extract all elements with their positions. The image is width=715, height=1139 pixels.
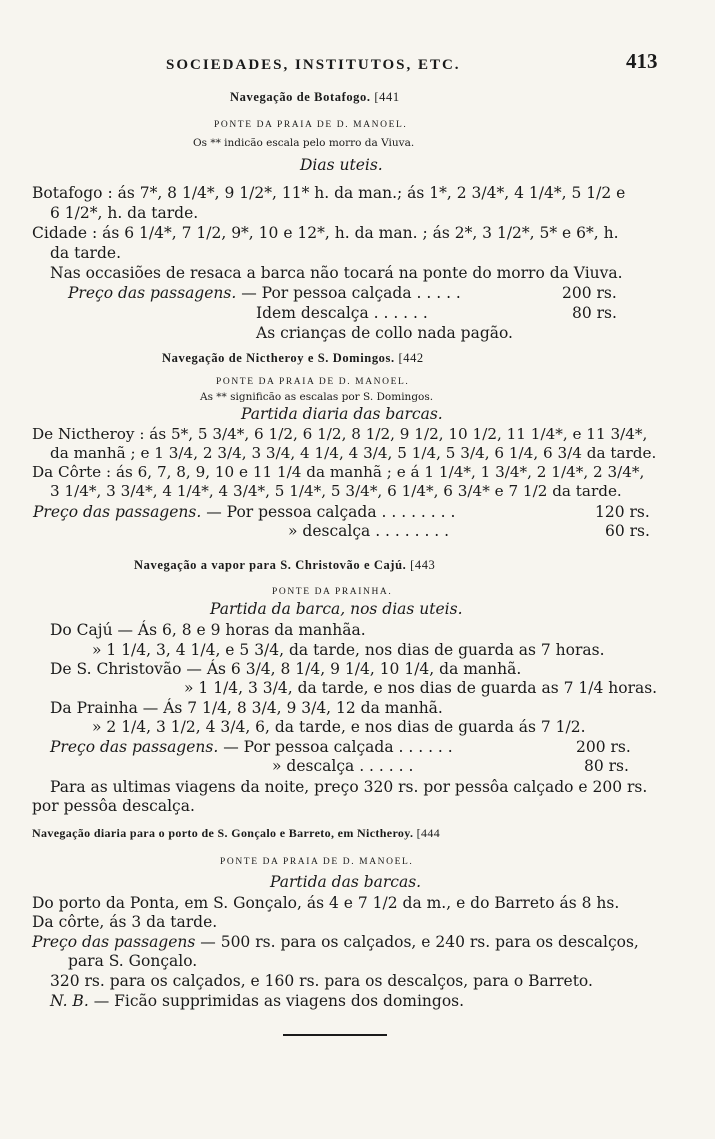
price-line: » descalça . . . . . . (272, 757, 414, 775)
schedule-line: Do porto da Ponta, em S. Gonçalo, ás 4 e 7 1/2 da m., e do Barreto ás 8 hs. (32, 894, 620, 912)
section-heading-goncalo: Navegação diaria para o porto de S. Gonçalo e Barreto, em Nictheroy. [444 (32, 826, 441, 840)
days-label: Dias uteis. (300, 156, 383, 174)
bridge-name: PONTE DA PRAIA DE D. MANOEL. (214, 120, 408, 130)
schedule-line: Botafogo : ás 7*, 8 1/4*, 9 1/2*, 11* h. da man.; ás 1*, 2 3/4*, 4 1/4*, 5 1/2 e (32, 184, 626, 202)
price-line: para S. Gonçalo. (68, 952, 198, 970)
schedule-line: Da Prainha — Ás 7 1/4, 8 3/4, 9 3/4, 12 da manhã. (50, 699, 443, 717)
running-header: SOCIEDADES, INSTITUTOS, ETC. (166, 57, 461, 73)
price-value: 80 rs. (572, 304, 617, 322)
note: As ** significão as escalas por S. Domingos. (200, 391, 434, 403)
price-value: 200 rs. (562, 284, 617, 302)
price-value: 120 rs. (595, 503, 650, 521)
section-ref: [444 (416, 826, 441, 840)
price-value: 200 rs. (576, 738, 631, 756)
page-number: 413 (626, 49, 658, 73)
price-line: » descalça . . . . . . . . (288, 522, 450, 540)
schedule-line: Da Côrte : ás 6, 7, 8, 9, 10 e 11 1/4 da manhã ; e á 1 1/4*, 1 3/4*, 2 1/4*, 2 3/4*, (32, 463, 645, 481)
schedule-line: Do Cajú — Ás 6, 8 e 9 horas da manhãa. (50, 621, 366, 639)
schedule-line: » 1 1/4, 3 3/4, da tarde, e nos dias de guarda as 7 1/4 horas. (184, 679, 658, 697)
schedule-line: Nas occasiões de resaca a barca não tocará na ponte do morro da Viuva. (50, 264, 623, 282)
section-heading-nictheroy: Navegação de Nictheroy e S. Domingos. [442 (162, 351, 424, 365)
departure-label: Partida das barcas. (270, 873, 422, 891)
price-line: Preço das passagens. — Por pessoa calçada . . . . . . (50, 738, 453, 756)
price-line: 320 rs. para os calçados, e 160 rs. para os descalços, para o Barreto. (50, 972, 593, 990)
section-heading-caju: Navegação a vapor para S. Christovão e Cajú. [443 (134, 558, 436, 572)
schedule-line: » 2 1/4, 3 1/2, 4 3/4, 6, da tarde, e nos dias de guarda ás 7 1/2. (92, 718, 586, 736)
end-rule (283, 1034, 387, 1036)
last-trips-note: Para as ultimas viagens da noite, preço 320 rs. por pessôa calçado e 200 rs. (50, 778, 648, 796)
section-ref: [442 (398, 351, 424, 365)
section-ref: [443 (410, 558, 436, 572)
bridge-name: PONTE DA PRAINHA. (272, 587, 393, 597)
schedule-line: 3 1/4*, 3 3/4*, 4 1/4*, 4 3/4*, 5 1/4*, 5 3/4*, 6 1/4*, 6 3/4* e 7 1/2 da tarde. (50, 482, 622, 500)
last-trips-note: por pessôa descalça. (32, 797, 195, 815)
schedule-line: Da côrte, ás 3 da tarde. (32, 913, 218, 931)
schedule-line: da tarde. (50, 244, 121, 262)
schedule-line: Cidade : ás 6 1/4*, 7 1/2, 9*, 10 e 12*, h. da man. ; ás 2*, 3 1/2*, 5* e 6*, h. (32, 224, 619, 242)
schedule-line: » 1 1/4, 3, 4 1/4, e 5 3/4, da tarde, nos dias de guarda as 7 horas. (92, 641, 605, 659)
bridge-name: PONTE DA PRAIA DE D. MANOEL. (216, 377, 410, 387)
price-line: Preço das passagens. — Por pessoa calçada . . . . . (68, 284, 461, 302)
schedule-line: De S. Christovão — Ás 6 3/4, 8 1/4, 9 1/4, 10 1/4, da manhã. (50, 660, 522, 678)
note: Os ** indicão escala pelo morro da Viuva. (193, 137, 415, 149)
schedule-line: 6 1/2*, h. da tarde. (50, 204, 199, 222)
price-line: Preço das passagens — 500 rs. para os calçados, e 240 rs. para os descalços, (32, 933, 639, 951)
schedule-line: da manhã ; e 1 3/4, 2 3/4, 3 3/4, 4 1/4, 4 3/4, 5 1/4, 5 3/4, 6 1/4, 6 3/4 da tarde. (50, 444, 657, 462)
price-line: Idem descalça . . . . . . (256, 304, 428, 322)
section-ref: [441 (374, 90, 400, 104)
section-heading-botafogo: Navegação de Botafogo. [441 (230, 90, 400, 104)
children-note: As crianças de collo nada pagão. (256, 324, 513, 342)
schedule-line: De Nictheroy : ás 5*, 5 3/4*, 6 1/2, 6 1/2, 8 1/2, 9 1/2, 10 1/2, 11 1/4*, e 11 3/4*, (32, 425, 648, 443)
price-value: 80 rs. (584, 757, 629, 775)
price-line: Preço das passagens. — Por pessoa calçada . . . . . . . . (33, 503, 456, 521)
departure-label: Partida da barca, nos dias uteis. (210, 600, 463, 618)
departure-label: Partida diaria das barcas. (241, 405, 443, 423)
price-value: 60 rs. (605, 522, 650, 540)
nota-bene: N. B. — Ficão supprimidas as viagens dos domingos. (50, 992, 465, 1010)
bridge-name: PONTE DA PRAIA DE D. MANOEL. (220, 857, 414, 867)
